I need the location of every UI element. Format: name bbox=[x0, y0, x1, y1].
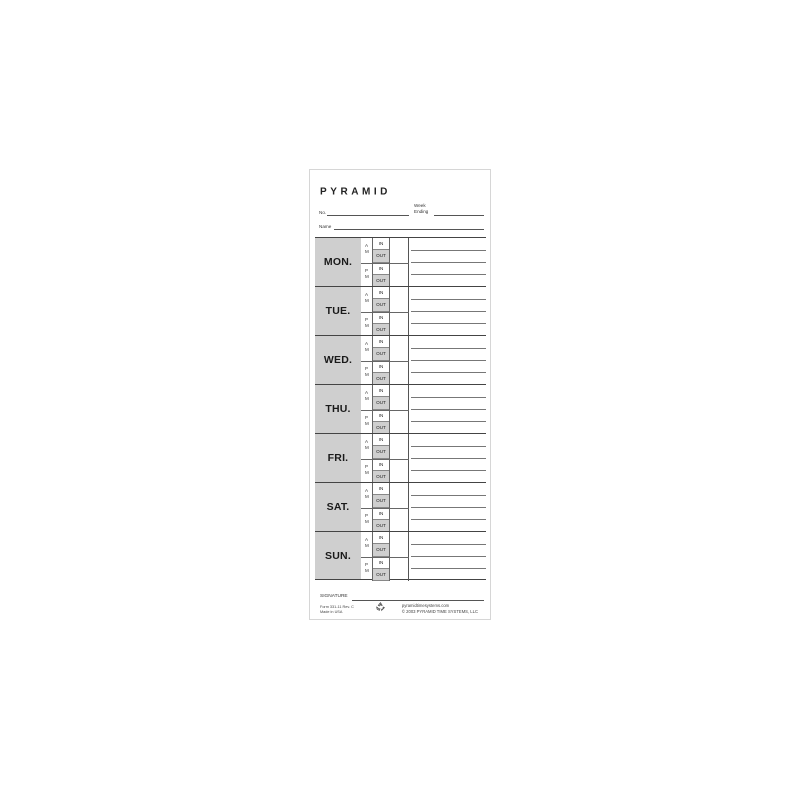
in-cell[interactable]: IN bbox=[373, 238, 389, 250]
write-line[interactable] bbox=[411, 421, 486, 422]
out-cell[interactable]: OUT bbox=[373, 471, 389, 483]
day-row-wed bbox=[315, 335, 486, 384]
pm-marker: P M bbox=[361, 312, 373, 337]
am-marker: A M bbox=[361, 483, 373, 508]
blank-column bbox=[389, 434, 409, 459]
blank-column bbox=[389, 557, 409, 582]
pm-marker: P M bbox=[361, 557, 373, 582]
write-line[interactable] bbox=[411, 372, 486, 373]
write-line[interactable] bbox=[411, 311, 486, 312]
write-line[interactable] bbox=[411, 470, 486, 471]
website: pyramidtimesystems.com bbox=[401, 603, 450, 608]
am-pm-divider bbox=[361, 312, 409, 313]
day-label: THU. bbox=[315, 385, 361, 433]
in-cell[interactable]: IN bbox=[373, 532, 389, 544]
blank-column bbox=[389, 312, 409, 337]
in-cell[interactable]: IN bbox=[373, 410, 389, 422]
out-cell[interactable]: OUT bbox=[373, 569, 389, 581]
out-cell[interactable]: OUT bbox=[373, 324, 389, 336]
write-line[interactable] bbox=[411, 446, 486, 447]
pyramid-logo bbox=[320, 184, 390, 198]
in-cell[interactable]: IN bbox=[373, 385, 389, 397]
company-info bbox=[402, 603, 478, 614]
blank-column bbox=[389, 410, 409, 435]
am-pm-divider bbox=[361, 263, 409, 264]
blank-column bbox=[389, 508, 409, 533]
in-cell[interactable]: IN bbox=[373, 263, 389, 275]
am-pm-divider bbox=[361, 459, 409, 460]
day-row-fri bbox=[315, 433, 486, 482]
out-cell[interactable]: OUT bbox=[373, 397, 389, 409]
am-marker: A M bbox=[361, 434, 373, 459]
in-cell[interactable]: IN bbox=[373, 312, 389, 324]
day-row-tue bbox=[315, 286, 486, 335]
pm-marker: P M bbox=[361, 361, 373, 386]
out-cell[interactable]: OUT bbox=[373, 520, 389, 532]
ending-label: Ending bbox=[414, 209, 429, 214]
day-row-thu bbox=[315, 384, 486, 433]
am-marker: A M bbox=[361, 385, 373, 410]
day-grid bbox=[315, 237, 486, 582]
blank-column bbox=[389, 287, 409, 312]
out-cell[interactable]: OUT bbox=[373, 275, 389, 287]
write-line[interactable] bbox=[411, 360, 486, 361]
out-cell[interactable]: OUT bbox=[373, 422, 389, 434]
write-line[interactable] bbox=[411, 519, 486, 520]
number-line[interactable] bbox=[327, 215, 409, 216]
blank-column bbox=[389, 238, 409, 263]
pyramid-logo-mark bbox=[320, 184, 390, 198]
pm-marker: P M bbox=[361, 508, 373, 533]
out-cell[interactable]: OUT bbox=[373, 495, 389, 507]
write-line[interactable] bbox=[411, 568, 486, 569]
day-label: MON. bbox=[315, 238, 361, 286]
write-line[interactable] bbox=[411, 348, 486, 349]
day-label: WED. bbox=[315, 336, 361, 384]
blank-column bbox=[389, 263, 409, 288]
day-label: SUN. bbox=[315, 532, 361, 579]
pm-marker: P M bbox=[361, 410, 373, 435]
in-cell[interactable]: IN bbox=[373, 459, 389, 471]
day-label: SAT. bbox=[315, 483, 361, 531]
write-line[interactable] bbox=[411, 274, 486, 275]
pm-marker: P M bbox=[361, 459, 373, 484]
write-line[interactable] bbox=[411, 262, 486, 263]
in-cell[interactable]: IN bbox=[373, 434, 389, 446]
write-line[interactable] bbox=[411, 507, 486, 508]
in-cell[interactable]: IN bbox=[373, 508, 389, 520]
blank-column bbox=[389, 385, 409, 410]
day-row-sun bbox=[315, 531, 486, 580]
day-row-mon bbox=[315, 237, 486, 286]
am-marker: A M bbox=[361, 287, 373, 312]
week-label: Week bbox=[414, 203, 426, 208]
in-cell[interactable]: IN bbox=[373, 336, 389, 348]
blank-column bbox=[389, 336, 409, 361]
in-cell[interactable]: IN bbox=[373, 483, 389, 495]
am-marker: A M bbox=[361, 532, 373, 557]
blank-column bbox=[389, 459, 409, 484]
number-label: No. bbox=[319, 210, 327, 215]
write-line[interactable] bbox=[411, 323, 486, 324]
out-cell[interactable]: OUT bbox=[373, 250, 389, 262]
day-row-sat bbox=[315, 482, 486, 531]
time-card bbox=[309, 169, 491, 620]
day-label: TUE. bbox=[315, 287, 361, 335]
copyright: © 2003 PYRAMID TIME SYSTEMS, LLC bbox=[401, 608, 478, 614]
blank-column bbox=[389, 483, 409, 508]
in-cell[interactable]: IN bbox=[373, 361, 389, 373]
am-pm-divider bbox=[361, 410, 409, 411]
name-label: Name bbox=[319, 224, 332, 229]
signature-label: SIGNATURE bbox=[320, 594, 348, 599]
out-cell[interactable]: OUT bbox=[373, 373, 389, 385]
signature-line[interactable] bbox=[352, 600, 484, 601]
made-in: Made in USA bbox=[320, 610, 343, 615]
am-marker: A M bbox=[361, 238, 373, 263]
form-number: Form 331-11 Rev. C bbox=[320, 605, 354, 609]
pm-marker: P M bbox=[361, 263, 373, 288]
form-info bbox=[320, 605, 354, 615]
am-pm-divider bbox=[361, 361, 409, 362]
out-cell[interactable]: OUT bbox=[373, 348, 389, 360]
svg-text:PYRAMID: PYRAMID bbox=[320, 186, 388, 198]
write-line[interactable] bbox=[411, 458, 486, 459]
write-line[interactable] bbox=[411, 250, 486, 251]
week-ending-line[interactable] bbox=[434, 215, 484, 216]
write-line[interactable] bbox=[411, 409, 486, 410]
out-cell[interactable]: OUT bbox=[373, 299, 389, 311]
day-label: FRI. bbox=[315, 434, 361, 482]
in-cell[interactable]: IN bbox=[373, 287, 389, 299]
blank-column bbox=[389, 532, 409, 557]
write-line[interactable] bbox=[411, 299, 486, 300]
out-cell[interactable]: OUT bbox=[373, 446, 389, 458]
am-pm-divider bbox=[361, 557, 409, 558]
am-pm-divider bbox=[361, 508, 409, 509]
write-line[interactable] bbox=[411, 495, 486, 496]
out-cell[interactable]: OUT bbox=[373, 544, 389, 556]
write-line[interactable] bbox=[411, 397, 486, 398]
in-cell[interactable]: IN bbox=[373, 557, 389, 569]
blank-column bbox=[389, 361, 409, 386]
write-line[interactable] bbox=[411, 556, 486, 557]
recycle-icon bbox=[375, 601, 386, 612]
write-line[interactable] bbox=[411, 544, 486, 545]
am-marker: A M bbox=[361, 336, 373, 361]
name-line[interactable] bbox=[334, 229, 484, 230]
